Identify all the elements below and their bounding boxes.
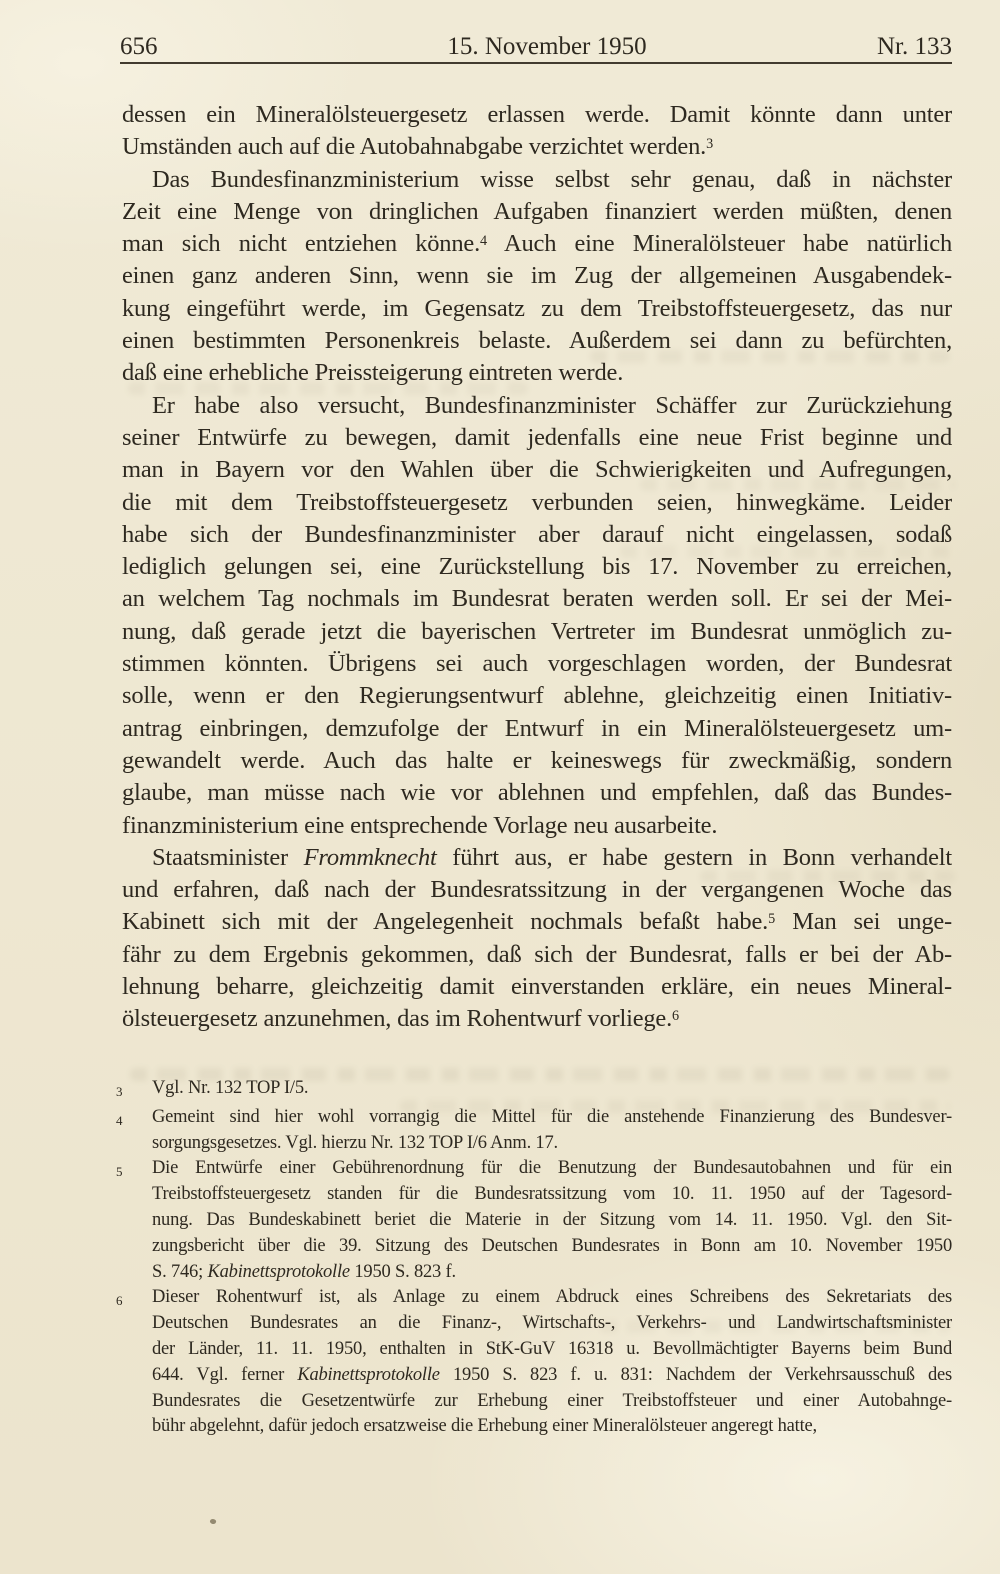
text-line: Das Bundesfinanzministerium wisse selbst sehr genau, daß in nächster (152, 165, 952, 193)
footnote-text (152, 1156, 952, 1285)
text-line: nung, daß gerade jetzt die bayerischen Vertreter im Bundesrat unmöglich zu- (122, 617, 952, 645)
text-line: fähr zu dem Ergebnis gekommen, daß sich der Bundesrat, falls er bei der Ab- (122, 940, 952, 968)
text-line: daß eine erhebliche Preissteigerung eintreten werde. (122, 359, 624, 387)
text-line: an welchem Tag nochmals im Bundesrat beraten werden soll. Er sei der Mei- (122, 585, 952, 613)
header-rule (120, 62, 952, 64)
text-line: glaube, man müsse nach wie vor ablehnen und empfehlen, daß das Bundes- (122, 779, 952, 807)
paragraph (122, 164, 952, 390)
text-line: Dieser Rohentwurf ist, als Anlage zu einem Abdruck eines Schreibens des Sekretariats des (152, 1287, 952, 1308)
text-line: habe sich der Bundesfinanzminister aber darauf nicht eingelassen, sodaß (122, 520, 952, 548)
text-line: ölsteuergesetz anzunehmen, das im Rohentwurf vorliege.$^6$ (122, 1005, 680, 1033)
text-line: Staatsminister Frommknecht führt aus, er habe gestern in Bonn verhandelt (152, 843, 952, 871)
italic-text: Kabinettsprotokolle (297, 1364, 440, 1385)
text-line: Zeit eine Menge von dringlichen Aufgaben finanziert werden müßten, denen (122, 197, 952, 225)
text-line: Umständen auch auf die Autobahnabgabe verzichtet werden.$^3$ (122, 133, 714, 161)
paragraph (122, 99, 952, 164)
text-line: Treibstoffsteuergesetz standen für die Bundesratssitzung vom 10. 11. 1950 auf der Tagesord- (152, 1184, 952, 1205)
italic-text: Kabinettsprotokolle (207, 1261, 350, 1282)
text-line: Bundesrates die Gesetzentwürfe zur Erhebung einer Treibstoffsteuer und einer Autobahnge- (152, 1390, 952, 1411)
header-issue: Nr. 133 (877, 33, 952, 60)
text-line: einen ganz anderen Sinn, wenn sie im Zug der allgemeinen Ausgabendek- (122, 262, 952, 290)
text-line: nung. Das Bundeskabinett beriet die Materie in der Sitzung vom 14. 11. 1950. Vgl. den Sit- (152, 1209, 952, 1230)
footnote (116, 1105, 952, 1157)
text-line: gewandelt werde. Auch das halte er keineswegs für zweckmäßig, sondern (122, 746, 952, 774)
text-line: die mit dem Treibstoffsteuergesetz verbunden seien, hinwegkäme. Leider (122, 488, 952, 516)
footnote (116, 1076, 952, 1105)
text-line: sorgungsgesetzes. Vgl. hierzu Nr. 132 TOP I/6 Anm. 17. (152, 1132, 558, 1153)
footnotes-section (116, 1076, 952, 1440)
footnote-number: 4 (116, 1112, 123, 1128)
header-date: 15. November 1950 (447, 33, 647, 60)
text-line: Gemeint sind hier wohl vorrangig die Mittel für die anstehende Finanzierung des Bundesver- (152, 1106, 952, 1127)
text-line: Kabinett sich mit der Angelegenheit nochmals befaßt habe.$^5$ Man sei unge- (122, 908, 952, 936)
text-line: lehnung beharre, gleichzeitig damit einverstanden erkläre, ein neues Mineral- (122, 973, 952, 1001)
text-line: lediglich gelungen sei, eine Zurückstellung bis 17. November zu erreichen, (122, 553, 952, 581)
text-line: 644. Vgl. ferner Kabinettsprotokolle 1950 S. 823 f. u. 831: Nachdem der Verkehrsausschuß des (152, 1364, 952, 1385)
footnote-reference: 6 (672, 1008, 680, 1025)
text-line: antrag einbringen, demzufolge der Entwurf in ein Mineralölsteuergesetz um- (122, 714, 952, 742)
text-line: finanzministerium eine entsprechende Vorlage neu ausarbeite. (122, 811, 718, 839)
text-line: stimmen könnten. Übrigens sei auch vorgeschlagen worden, der Bundesrat (122, 650, 952, 678)
text-line: Deutschen Bundesrates an die Finanz-, Wirtschafts-, Verkehrs- und Landwirtschaftsminister (152, 1313, 952, 1334)
footnote-reference: 4 (480, 233, 488, 250)
footnote (116, 1156, 952, 1285)
footnote-reference: 3 (706, 136, 714, 153)
text-line: solle, wenn er den Regierungsentwurf ablehne, gleichzeitig einen Initiativ- (122, 682, 952, 710)
text-line: seiner Entwürfe zu bewegen, damit jedenfalls eine neue Frist beginne und (122, 423, 952, 451)
footnote-number: 3 (116, 1084, 123, 1099)
page-number: 656 (120, 33, 158, 60)
text-line: S. 746; Kabinettsprotokolle 1950 S. 823 f. (152, 1261, 456, 1282)
text-line: einen bestimmten Personenkreis belaste. Außerdem sei dann zu befürchten, (122, 327, 952, 355)
footnote-text (152, 1105, 952, 1157)
text-line: und erfahren, daß nach der Bundesratssitzung in der vergangenen Woche das (122, 876, 952, 904)
text-line: der Länder, 11. 11. 1950, enthalten in StK-GuV 16318 u. Bevollmächtigter Bayerns beim Bund (152, 1338, 952, 1359)
text-line: kung eingeführt werde, im Gegensatz zu dem Treibstoffsteuergesetz, das nur (122, 294, 952, 322)
paper-speck (209, 1518, 217, 1525)
text-line: bühr abgelehnt, dafür jedoch ersatzweise die Erhebung einer Mineralölsteuer angeregt hatte, (152, 1416, 817, 1437)
footnote-number: 6 (116, 1293, 123, 1309)
footnote-text (152, 1285, 952, 1440)
footnote-reference: 5 (768, 911, 776, 928)
paragraph (122, 390, 952, 842)
footnote-text (152, 1076, 952, 1102)
text-line: Vgl. Nr. 132 TOP I/5. (152, 1078, 309, 1098)
text-line: Er habe also versucht, Bundesfinanzminister Schäffer zur Zurückziehung (152, 391, 952, 419)
text-line: dessen ein Mineralölsteuergesetz erlassen werde. Damit könnte dann unter (122, 101, 952, 128)
text-line: zungsbericht über die 39. Sitzung des Deutschen Bundesrates in Bonn am 10. November 1950 (152, 1235, 952, 1256)
text-line: man sich nicht entziehen könne.$^4$ Auch eine Mineralölsteuer habe natürlich (122, 230, 952, 258)
paragraph (122, 842, 952, 1036)
italic-text: Frommknecht (303, 843, 437, 871)
footnote-number: 5 (116, 1164, 123, 1180)
main-text (122, 99, 952, 1036)
text-line: man in Bayern vor den Wahlen über die Schwierigkeiten und Aufregungen, (122, 456, 952, 484)
text-line: Die Entwürfe einer Gebührenordnung für die Benutzung der Bundesautobahnen und für ein (152, 1158, 952, 1179)
footnote (116, 1285, 952, 1440)
